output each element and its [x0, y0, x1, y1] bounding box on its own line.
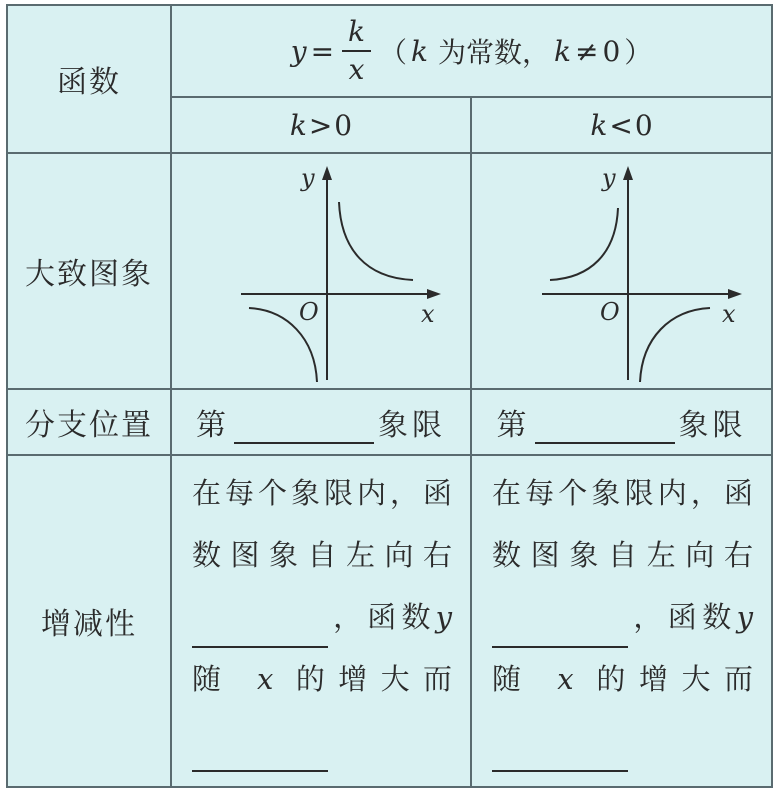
formula-fraction — [342, 15, 371, 86]
curve-quadrant-4 — [640, 308, 710, 382]
graph-k-positive — [171, 153, 471, 389]
formula-paren-open: （ — [379, 36, 408, 69]
branch-prefix: 第 — [496, 408, 531, 443]
trend-line-2: 数图象自左向右 — [492, 538, 754, 572]
branch-k-negative — [471, 389, 772, 455]
y-axis-label: y — [301, 164, 315, 192]
trend-var-y: y — [736, 600, 754, 634]
trend-line-2: 数图象自左向右 — [192, 538, 452, 572]
case-var: k — [590, 108, 608, 142]
branch-prefix: 第 — [196, 408, 230, 443]
trend-var-y: y — [435, 600, 452, 634]
trend-line-1: 在每个象限内，函 — [192, 476, 452, 510]
formula-denominator: x — [348, 53, 365, 86]
trend-line4-b: 的增大而 — [596, 662, 754, 696]
y-axis-arrow-icon — [623, 166, 633, 180]
y-axis-label: y — [601, 164, 616, 192]
formula-cell — [171, 5, 772, 97]
formula-eq: = — [310, 34, 335, 68]
trend-line4-a: 随 — [492, 662, 535, 696]
row-label-branch: 分支位置 — [7, 389, 171, 455]
answer-blank[interactable] — [192, 740, 328, 772]
case-k-negative — [471, 97, 772, 153]
trend-line3-text: ，函数 — [328, 600, 436, 634]
curve-quadrant-2 — [550, 208, 618, 280]
case-value: 0 — [334, 108, 353, 142]
trend-line-1: 在每个象限内，函 — [492, 476, 754, 510]
trend-line-3 — [492, 586, 753, 648]
formula-numerator: k — [342, 18, 371, 52]
x-axis-label: x — [721, 300, 736, 328]
branch-suffix: 象限 — [678, 408, 747, 443]
trend-var-x: x — [256, 662, 274, 696]
origin-label: O — [599, 298, 620, 326]
formula-k2: k — [554, 34, 571, 68]
formula-paren-close: ） — [624, 36, 653, 69]
trend-line-5 — [192, 710, 452, 772]
origin-label: O — [299, 298, 319, 326]
row-label-function: 函数 — [7, 5, 171, 153]
case-value: 0 — [634, 108, 653, 142]
trend-line4-a: 随 — [192, 662, 235, 696]
row-label-monotonicity: 增减性 — [7, 455, 171, 787]
case-op: < — [609, 108, 633, 142]
branch-k-positive — [171, 389, 471, 455]
formula-const-text: 为常数， — [437, 36, 550, 69]
case-k-positive — [171, 97, 471, 153]
trend-line-3 — [192, 586, 452, 648]
answer-blank[interactable] — [535, 416, 675, 444]
trend-line3-text: ，函数 — [628, 600, 737, 634]
formula-lhs: y — [290, 34, 307, 68]
inverse-function-table — [6, 4, 773, 788]
trend-line-4 — [192, 648, 452, 710]
answer-blank[interactable] — [492, 740, 628, 772]
hyperbola-k-negative-graph — [492, 158, 752, 384]
trend-k-negative — [471, 455, 772, 787]
formula — [290, 15, 653, 86]
curve-quadrant-1 — [339, 202, 413, 280]
trend-line4-b: 的增大而 — [295, 662, 453, 696]
branch-suffix: 象限 — [378, 408, 446, 443]
hyperbola-k-positive-graph — [191, 158, 451, 384]
x-axis-label: x — [421, 300, 435, 328]
trend-k-positive — [171, 455, 471, 787]
answer-blank[interactable] — [192, 616, 328, 648]
case-var: k — [289, 108, 307, 142]
trend-line-4 — [492, 648, 753, 710]
formula-k: k — [411, 34, 428, 68]
answer-blank[interactable] — [492, 616, 628, 648]
formula-neq: ≠ — [574, 34, 599, 68]
case-op: > — [308, 108, 333, 142]
x-axis-arrow-icon — [728, 289, 742, 299]
x-axis-arrow-icon — [427, 289, 441, 299]
answer-blank[interactable] — [234, 416, 374, 444]
trend-line-5 — [492, 710, 753, 772]
formula-zero: 0 — [602, 34, 621, 68]
row-label-graph: 大致图象 — [7, 153, 171, 389]
trend-var-x: x — [557, 662, 574, 696]
graph-k-negative — [471, 153, 772, 389]
y-axis-arrow-icon — [322, 166, 332, 180]
